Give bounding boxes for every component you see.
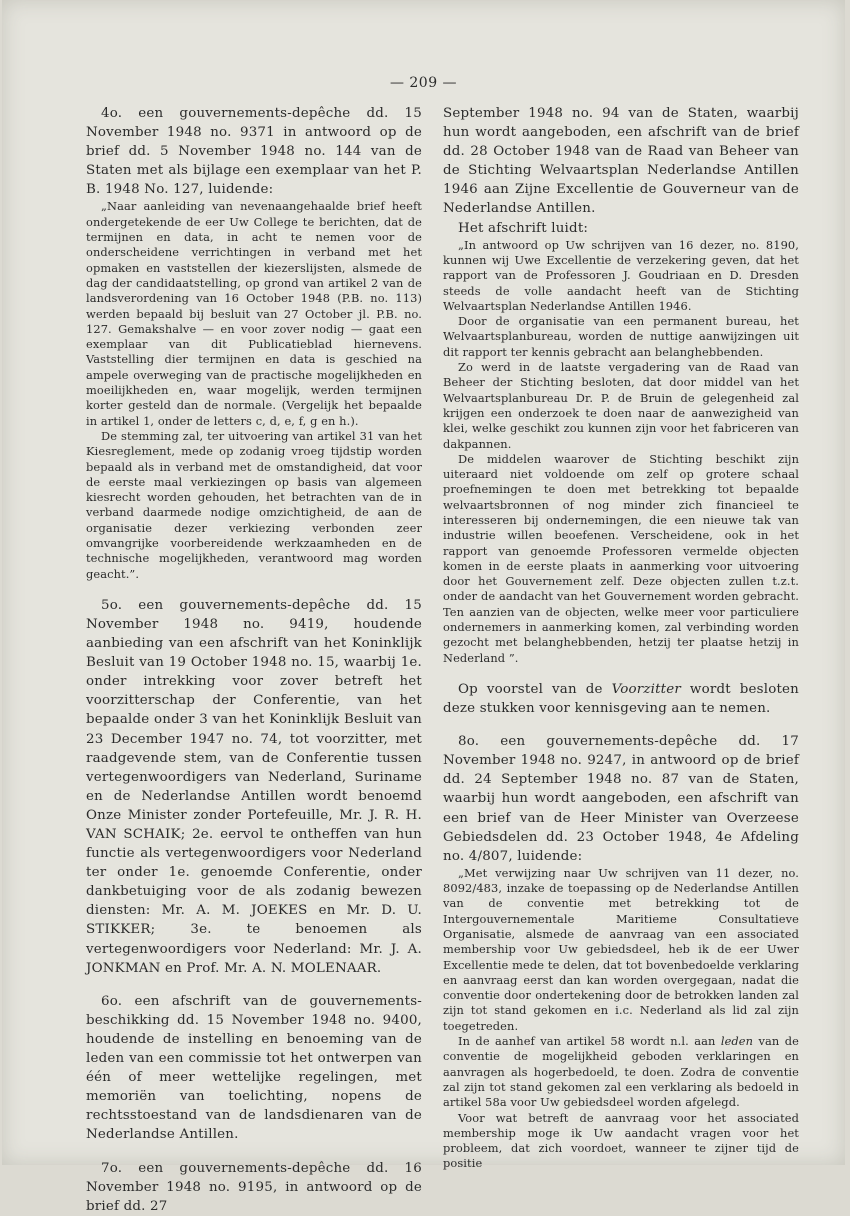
item-8-intro: 8o. een gouvernements-depêche dd. 17 November 1948 no. 9247, in antwoord op de brief dd. 24 September 1948 no. 87 van de Staten, waarbij hun wordt aangeboden, een afschrift van een brief van de Heer Minister van Overzeese Gebiedsdelen dd. 23 October 1948, 4e Afdeling no. 4/807, luidende: (443, 734, 799, 864)
item-4-quote-paragraph: De stemming zal, ter uitvoering van artikel 31 van het Kiesreglement, mede op zodanig vroeg tijdstip worden bepaald als in verband met de omstandigheid, dat voor de eerste maal verkiezingen op basis van algemeen kiesrecht worden gehouden, het betrachten van de in verband daarmede nodige omzichtigheid, de aan de organisatie dezer verkiezing verbonden zeer omvangrijke voorbereidende werkzaamheden en de technische mogelijkheden, verantwoord mag worden geacht.”. (86, 428, 422, 581)
document-page (2, 0, 845, 1214)
quote-text: In de aanhef van artikel 58 wordt n.l. aan (458, 1034, 716, 1049)
decision-text-after: wordt besloten deze stukken voor kennisgeving aan te nemen. (443, 681, 799, 717)
left-column (86, 104, 422, 1216)
item-7-quote-paragraph: Zo werd in de laatste vergadering van de Raad van Beheer der Stichting besloten, dat door middel van het Welvaartsplanbureau Dr. P. de Bruin de gelegenheid zal krijgen een onderzoek te doen naar de aanwezigheid van klei, welke geschikt zou kunnen zijn voor het fabriceren van dakpannen. (443, 360, 799, 451)
item-7-quote-paragraph: „In antwoord op Uw schrijven van 16 dezer, no. 8190, kunnen wij Uwe Excellentie de verzekering geven, dat het rapport van de Professoren J. Goudriaan en D. Dresden steeds de volle aandacht heeft van de Stichting Welvaartsplan Nederlandse Antillen 1946. (443, 237, 799, 313)
right-column (443, 104, 799, 1172)
page-number: — 209 — (389, 75, 458, 91)
decision-role: Voorzitter (611, 681, 681, 697)
decision-text-before: Op voorstel van de (458, 681, 603, 697)
quote-text: van de conventie de mogelijkheid geboden verklaringen en aanvragen als hogerbedoeld, te doen. Zodra de conventie zal zijn tot stand gekomen zal een verklaring als bedoeld in artikel 58a voor Uw gebiedsdeel worden afgelegd. (443, 1034, 799, 1110)
decision-paragraph (443, 680, 799, 718)
afschrift-label: Het afschrift luidt: (458, 220, 589, 236)
item-4-intro: 4o. een gouvernements-depêche dd. 15 November 1948 no. 9371 in antwoord op de brief dd. 5 November 1948 no. 144 van de Staten met als bijlage een exemplaar van het P. B. 1948 No. 127, luidende: (86, 106, 422, 198)
item-7-quote-paragraph: De middelen waarover de Stichting beschikt zijn uiteraard niet voldoende om zelf op grotere schaal proefnemingen te doen met betrekking tot bepaalde welvaartsbronnen of nog minder zich financieel te interesseren bij ondernemingen, die een nieuwe tak van industrie willen beoefenen. Verscheidene, ook in het rapport van genoemde Professoren vermelde objecten komen in de eerste plaats in aanmerking voor uitvoering door het Gouvernement zelf. Deze objecten zullen t.z.t. onder de aandacht van het Gouvernement worden gebracht. Ten aanzien van de objecten, welke meer voor particuliere ondernemers in aanmerking komen, zal verbinding worden gezocht met belanghebbenden, hetzij ter plaatse hetzij in Nederland ”. (443, 451, 799, 665)
item-5-paragraph: 5o. een gouvernements-depêche dd. 15 November 1948 no. 9419, houdende aanbieding van een afschrift van het Koninklijk Besluit van 19 October 1948 no. 15, waarbij 1e. onder intrekking voor zover betreft het voorzitterschap der Conferentie, van het bepaalde onder 3 van het Koninklijk Besluit van 23 December 1947 no. 74, tot voorzitter, met raadgevende stem, van de Conferentie tussen vertegenwoordigers van Nederland, Suriname en de Nederlandse Antillen wordt benoemd Onze Minister zonder Portefeuille, Mr. J. R. H. VAN SCHAIK; 2e. eervol te ontheffen van hun functie als vertegenwoordigers voor Nederland ter onder 1e. genoemde Conferentie, onder dankbetuiging voor de als zodanig bewezen diensten: Mr. A. M. JOEKES en Mr. D. U. STIKKER; 3e. te benoemen als vertegenwoordigers voor Nederland: Mr. J. A. JONKMAN en Prof. Mr. A. N. MOLENAAR. (86, 597, 422, 976)
item-7-quote-paragraph: Door de organisatie van een permanent bureau, het Welvaartsplanbureau, worden de nuttige aanwijzingen uit dit rapport ter kennis gebracht aan belanghebbenden. (443, 314, 799, 359)
item-4-quote-paragraph: „Naar aanleiding van nevenaangehaalde brief heeft ondergetekende de eer Uw College te berichten, dat de termijnen en data, in acht te nemen voor de onderscheidene verrichtingen in verband met het opmaken en vaststellen der kiezerslijsten, alsmede de dag der candidaatstelling, op grond van artikel 2 van de landsverordening van 16 October 1948 (P.B. no. 113) werden bepaald bij besluit van 27 October jl. P.B. no. 127. Gemakshalve — en voor zover nodig — gaat een exemplaar van dit Publicatieblad hiernevens. Vaststelling dier termijnen en data is geschied na ampele overweging van de practische mogelijkheden en moeilijkheden en, waar mogelijk, werden termijnen korter gesteld dan de normale. (Vergelijk het bepaalde in artikel 1, onder de letters c, d, e, f, g en h.). (86, 199, 422, 428)
item-8-quote-paragraph: Voor wat betreft de aanvraag voor het associated membership moge ik Uw aandacht vragen voor het probleem, dat zich voordoet, wanneer te zijner tijd de positie (443, 1110, 799, 1171)
item-8-quote-paragraph: „Met verwijzing naar Uw schrijven van 11 dezer, no. 8092/483, inzake de toepassing op de Nederlandse Antillen van de conventie met betrekking tot de Intergouvernementale Maritieme Consultatieve Organisatie, alsmede de aanvraag van een associated membership voor Uw gebiedsdeel, heb ik de eer Uwer Excellentie mede te delen, dat tot bovenbedoelde verklaring en aanvraag eerst dan kan worden overgegaan, nadat die conventie door ondertekening door de betrokken landen zal zijn tot stand gekomen en i.c. Nederland als lid zal zijn toegetreden. (443, 865, 799, 1033)
item-7-continuation: September 1948 no. 94 van de Staten, waarbij hun wordt aangeboden, een afschrift van de brief dd. 28 October 1948 van de Raad van Beheer van de Stichting Welvaartsplan Nederlandse Antillen 1946 aan Zijne Excellentie de Gouverneur van de Nederlandse Antillen. (443, 106, 799, 217)
item-6-paragraph: 6o. een afschrift van de gouvernements-beschikking dd. 15 November 1948 no. 9400, houdende de instelling en benoeming van de leden van een commissie tot het ontwerpen van één of meer wettelijke regelingen, met memoriën van toelichting, nopens de rechtsstoestand van de landsdienaren van de Nederlandse Antillen. (86, 993, 422, 1143)
emphasis-leden: leden (720, 1034, 754, 1049)
item-7-start: 7o. een gouvernements-depêche dd. 16 November 1948 no. 9195, in antwoord op de brief dd. 27 (86, 1160, 422, 1214)
item-8-quote-paragraph (443, 1034, 799, 1110)
